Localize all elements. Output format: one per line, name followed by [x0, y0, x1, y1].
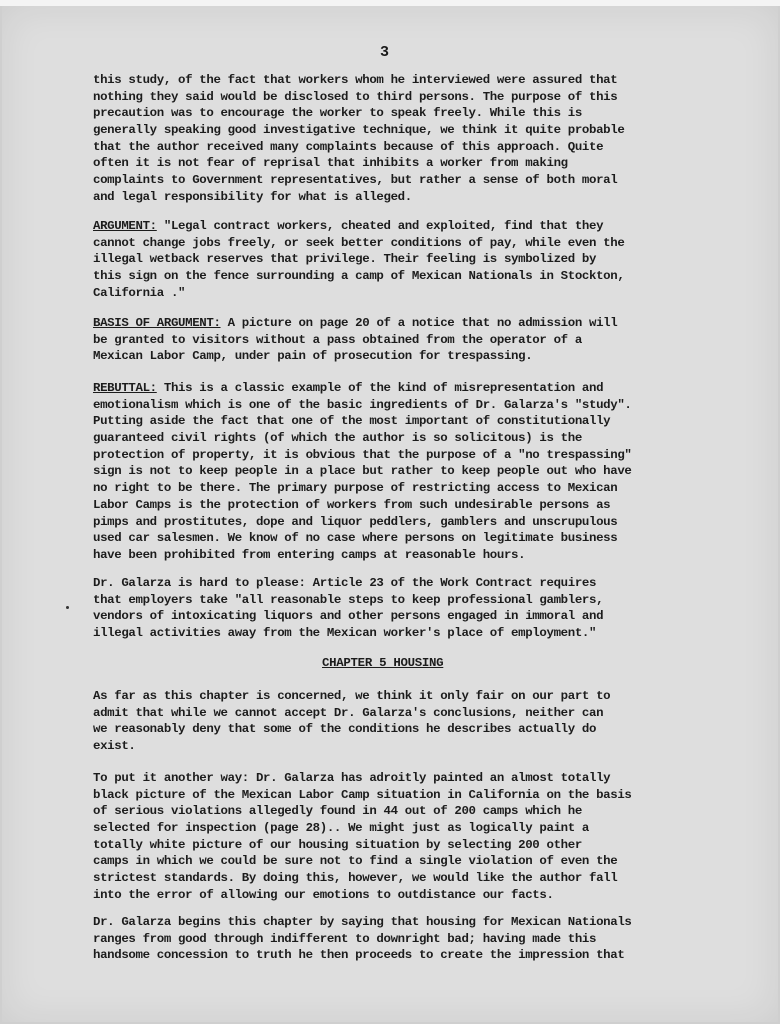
- text-line: guaranteed civil rights (of which the author is so solicitous) is the: [93, 431, 582, 446]
- text-line: illegal wetback reserves that privilege. Their feeling is symbolized by: [93, 252, 597, 267]
- text-line: Labor Camps is the protection of workers from such undesirable persons as: [93, 497, 611, 512]
- text-line: that employers take "all reasonable steps to keep professional gamblers,: [93, 592, 604, 607]
- rebuttal-label: REBUTTAL:: [93, 381, 157, 395]
- text-line: handsome concession to truth he then proceeds to create the impression that: [93, 948, 625, 963]
- argument-paragraph: [93, 218, 718, 301]
- text-line: pimps and prostitutes, dope and liquor peddlers, gamblers and unscrupulous: [93, 514, 618, 529]
- rebuttal-line: [93, 380, 718, 397]
- text-line: vendors of intoxicating liquors and other persons engaged in immoral and: [93, 609, 604, 624]
- text-line: emotionalism which is one of the basic ingredients of Dr. Galarza's "study".: [93, 397, 632, 412]
- text-line: often it is not fear of reprisal that inhibits a worker from making: [93, 156, 568, 171]
- basis-of-argument-paragraph: [93, 315, 718, 365]
- text-line: ranges from good through indifferent to downright bad; having made this: [93, 931, 597, 946]
- text-line: illegal activities away from the Mexican worker's place of employment.": [93, 626, 597, 641]
- text-line: Putting aside the fact that one of the most important of constitutionally: [93, 414, 611, 429]
- text-line: black picture of the Mexican Labor Camp situation in California on the basis: [93, 787, 632, 802]
- argument-line: [93, 218, 718, 235]
- text-line: protection of property, it is obvious that the purpose of a "no trespassing": [93, 447, 632, 462]
- text-line: and legal responsibility for what is alleged.: [93, 189, 412, 204]
- text-line: As far as this chapter is concerned, we think it only fair on our part to: [93, 689, 611, 703]
- text-line: admit that while we cannot accept Dr. Galarza's conclusions, neither can: [93, 705, 604, 720]
- text-line: used car salesmen. We know of no case where persons on legitimate business: [93, 531, 618, 546]
- basis-label: BASIS OF ARGUMENT:: [93, 316, 221, 330]
- text-line: "Legal contract workers, cheated and exploited, find that they: [163, 219, 604, 233]
- text-line: generally speaking good investigative technique, we think it quite probable: [93, 123, 625, 138]
- text-line: A picture on page 20 of a notice that no admission will: [227, 316, 618, 330]
- paragraph-article-23: [93, 575, 718, 642]
- text-line: be granted to visitors without a pass obtained from the operator of a: [93, 332, 582, 347]
- text-line: we reasonably deny that some of the conditions he describes actually do: [93, 722, 597, 737]
- basis-line: [93, 315, 718, 332]
- text-line: Dr. Galarza is hard to please: Article 23 of the Work Contract requires: [93, 576, 597, 590]
- text-line: complaints to Government representatives, but rather a sense of both moral: [93, 173, 618, 188]
- text-line: To put it another way: Dr. Galarza has adroitly painted an almost totally: [93, 771, 611, 785]
- text-line: Mexican Labor Camp, under pain of prosecution for trespassing.: [93, 349, 533, 364]
- text-line: this sign on the fence surrounding a camp of Mexican Nationals in Stockton,: [93, 269, 625, 284]
- page-number: 3: [380, 44, 390, 61]
- chapter-paragraph-1: [93, 688, 718, 755]
- rebuttal-paragraph: [93, 380, 718, 564]
- chapter-paragraph-3: [93, 914, 718, 964]
- text-line: of serious violations allegedly found in 44 out of 200 camps which he: [93, 804, 582, 819]
- text-line: cannot change jobs freely, or seek better conditions of pay, while even the: [93, 235, 625, 250]
- text-line: no right to be there. The primary purpose of restricting access to Mexican: [93, 481, 618, 496]
- text-line: that the author received many complaints because of this approach. Quite: [93, 139, 604, 154]
- text-line: precaution was to encourage the worker to speak freely. While this is: [93, 106, 582, 121]
- argument-label: ARGUMENT:: [93, 219, 157, 233]
- text-line: have been prohibited from entering camps at reasonable hours.: [93, 547, 526, 562]
- text-line: this study, of the fact that workers whom he interviewed were assured that: [93, 73, 618, 87]
- text-line: Dr. Galarza begins this chapter by saying that housing for Mexican Nationals: [93, 915, 632, 929]
- text-line: into the error of allowing our emotions to outdistance our facts.: [93, 887, 554, 902]
- chapter-heading: CHAPTER 5 HOUSING: [322, 656, 444, 670]
- text-line: This is a classic example of the kind of misrepresentation and: [163, 381, 604, 395]
- paragraph-1: [93, 72, 718, 206]
- text-line: California .": [93, 285, 186, 300]
- text-line: camps in which we could be sure not to find a single violation of even the: [93, 854, 618, 869]
- text-line: exist.: [93, 739, 136, 754]
- text-line: sign is not to keep people in a place but rather to keep people out who have: [93, 464, 632, 479]
- text-line: strictest standards. By doing this, however, we would like the author fall: [93, 871, 618, 886]
- margin-dot: [66, 606, 69, 609]
- chapter-paragraph-2: [93, 770, 718, 904]
- text-line: totally white picture of our housing situation by selecting 200 other: [93, 837, 582, 852]
- text-line: selected for inspection (page 28).. We might just as logically paint a: [93, 821, 589, 836]
- text-line: nothing they said would be disclosed to third persons. The purpose of this: [93, 89, 618, 104]
